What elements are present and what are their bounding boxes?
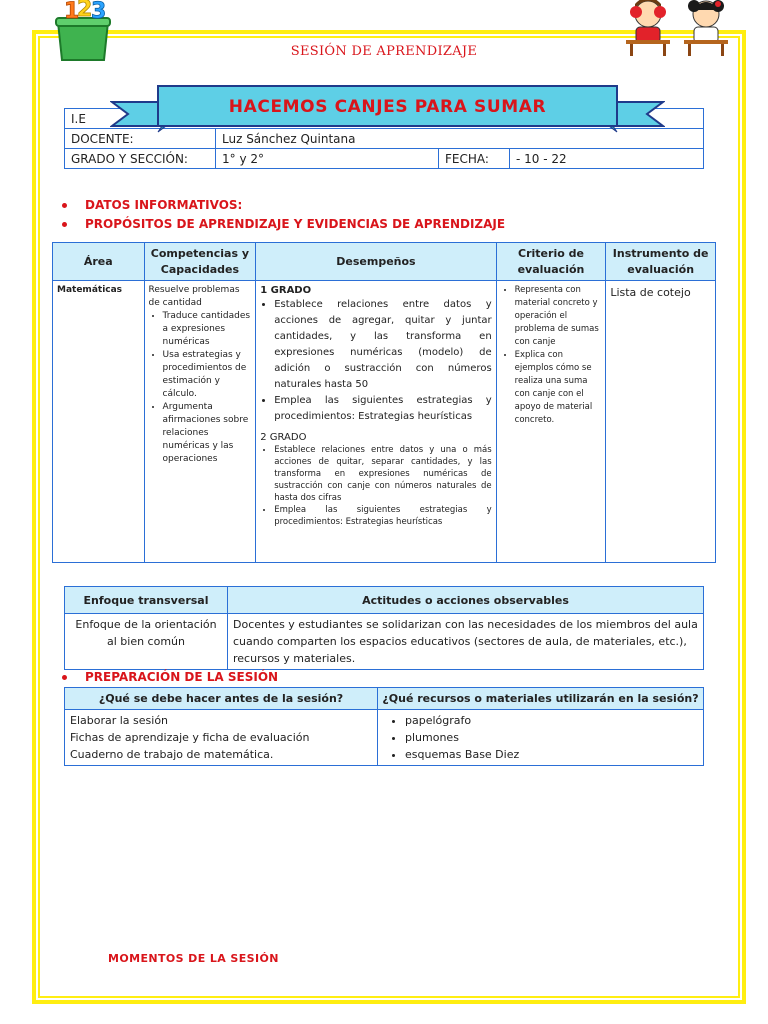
header-area: Área (53, 243, 145, 281)
grado1-list (260, 297, 491, 425)
desempeno-item: • Emplea las siguientes estrategias y procedimientos: Estrategias heurísticas (274, 504, 491, 528)
enfoque-table (64, 586, 704, 670)
actitudes-value: Docentes y estudiantes se solidarizan con las necesidades de los miembros del aula cuando comparten los espacios educativos (sectores de aula, de materiales, etc.), recursos y materiales. (228, 614, 704, 670)
preparacion-table (64, 687, 704, 766)
momentos-heading: MOMENTOS DE LA SESIÓN (108, 952, 279, 965)
banner-title: HACEMOS CANJES PARA SUMAR (228, 97, 547, 117)
antes-cell (65, 710, 378, 766)
grado-value: 1° y 2° (216, 149, 439, 169)
recurso-item: • papelógrafo (405, 712, 698, 729)
header-instrumento: Instrumento de evaluación (606, 243, 716, 281)
capacidades-list (149, 310, 252, 466)
antes-item: Cuaderno de trabajo de matemática. (70, 748, 274, 761)
capacidad-item: • Usa estrategias y procedimientos de estimación y cálculo. (163, 349, 252, 401)
header-desempenos: Desempeños (256, 243, 496, 281)
criterio-item: • Explica con ejemplos cómo se realiza una suma con canje con el apoyo de material concreto. (515, 349, 602, 427)
enfoque-header: Enfoque transversal (65, 587, 228, 614)
enfoque-value: Enfoque de la orientación al bien común (65, 614, 228, 670)
fecha-value: - 10 - 22 (510, 149, 704, 169)
competencias-cell (144, 281, 256, 563)
desempeno-item: • Establece relaciones entre datos y una o más acciones de quitar, separar cantidades, y las transforma en expresiones numéricas de sustracción con canje con números naturales de hasta dos cifras (274, 444, 491, 504)
title-banner (110, 82, 665, 138)
ie-label: I.E (71, 111, 86, 126)
criterio-cell (496, 281, 606, 563)
propositos-table (52, 242, 716, 563)
instrumento-cell: Lista de cotejo (606, 281, 716, 563)
desempeno-item: • Establece relaciones entre datos y acciones de agregar, quitar y juntar cantidades, y las transforma en expresiones numéricas (modelo) de adición o sustracción con números naturales hasta 50 (274, 297, 491, 393)
recursos-list (383, 712, 698, 763)
desempeno-item: • Emplea las siguientes estrategias y procedimientos: Estrategias heurísticas (274, 393, 491, 425)
preparacion-heading (62, 670, 278, 684)
recurso-item: • plumones (405, 729, 698, 746)
header-criterio: Criterio de evaluación (496, 243, 606, 281)
criterio-list (501, 284, 602, 427)
area-cell: Matemáticas (53, 281, 145, 563)
bullet-icon (62, 203, 67, 208)
propositos-label: PROPÓSITOS DE APRENDIZAJE Y EVIDENCIAS DE APRENDIZAJE (85, 217, 506, 231)
actitudes-header: Actitudes o acciones observables (228, 587, 704, 614)
grado2-list (260, 444, 491, 528)
antes-header: ¿Qué se debe hacer antes de la sesión? (65, 688, 378, 710)
grado2-title: 2 GRADO (260, 432, 307, 443)
propositos-heading (62, 217, 505, 231)
svg-text:1: 1 (64, 0, 80, 24)
antes-item: Fichas de aprendizaje y ficha de evaluación (70, 731, 310, 744)
session-title: SESIÓN DE APRENDIZAJE (290, 44, 478, 59)
recursos-cell (378, 710, 704, 766)
capacidad-item: • Argumenta afirmaciones sobre relaciones numéricas y las operaciones (163, 401, 252, 466)
datos-informativos-heading (62, 198, 242, 212)
svg-text:2: 2 (77, 0, 93, 22)
docente-label: DOCENTE: (65, 129, 216, 149)
fecha-label: FECHA: (439, 149, 510, 169)
bullet-icon (62, 222, 67, 227)
recursos-header: ¿Qué recursos o materiales utilizarán en la sesión? (378, 688, 704, 710)
desempenos-cell (256, 281, 496, 563)
recurso-item: • esquemas Base Diez (405, 746, 698, 763)
antes-item: Elaborar la sesión (70, 714, 169, 727)
capacidad-item: • Traduce cantidades a expresiones numéricas (163, 310, 252, 349)
header-competencias: Competencias y Capacidades (144, 243, 256, 281)
bullet-icon (62, 675, 67, 680)
grado-label: GRADO Y SECCIÓN: (65, 149, 216, 169)
datos-label: DATOS INFORMATIVOS: (85, 198, 243, 212)
preparacion-label: PREPARACIÓN DE LA SESIÓN (85, 670, 279, 684)
svg-text:3: 3 (91, 0, 107, 24)
grado1-title: 1 GRADO (260, 285, 312, 296)
docente-value: Luz Sánchez Quintana (216, 129, 704, 149)
criterio-item: • Representa con material concreto y operación el problema de sumas con canje (515, 284, 602, 349)
competencia-text: Resuelve problemas de cantidad (148, 285, 240, 308)
